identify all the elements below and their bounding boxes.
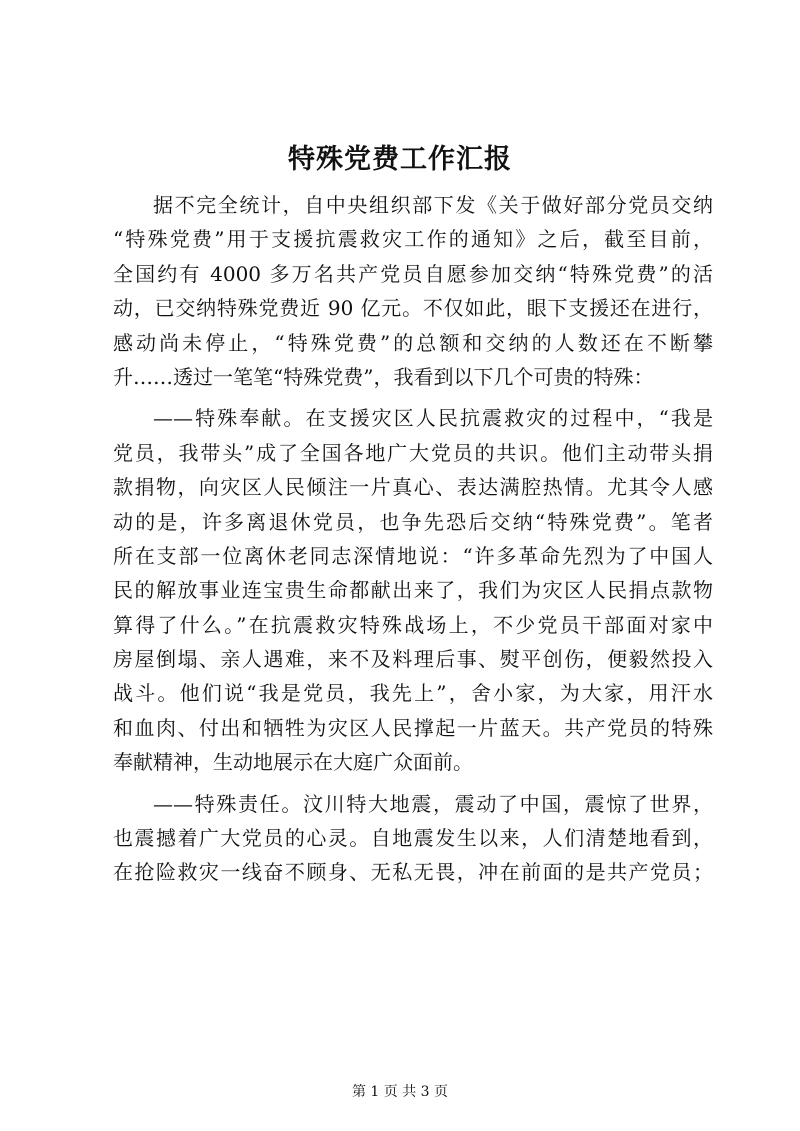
text-line: 动，已交纳特殊党费近 90 亿元。不仅如此，眼下支援还在进行， — [113, 296, 713, 321]
text-line: “特殊党费”用于支援抗震救灾工作的通知》之后，截至目前， — [113, 227, 713, 252]
paragraph-2 — [113, 401, 713, 779]
text-line: 奉献精神，生动地展示在大庭广众面前。 — [113, 750, 473, 775]
paragraph-1 — [113, 188, 713, 394]
text-line: 民的解放事业连宝贵生命都献出来了，我们为灾区人民捐点款物 — [113, 578, 713, 603]
text-line: 据不完全统计，自中央组织部下发《关于做好部分党员交纳 — [153, 193, 713, 217]
text-line: 在抢险救灾一线奋不顾身、无私无畏，冲在前面的是共产党员； — [113, 860, 713, 885]
paragraph-3 — [113, 787, 713, 890]
document-body — [113, 188, 713, 890]
text-line: 战斗。他们说“我是党员，我先上”，舍小家，为大家，用汗水 — [113, 681, 713, 706]
text-line: 房屋倒塌、亲人遇难，来不及料理后事、熨平创伤，便毅然投入 — [113, 647, 713, 672]
text-line: 款捐物，向灾区人民倾注一片真心、表达满腔热情。尤其令人感 — [113, 475, 713, 500]
text-line: 也震撼着广大党员的心灵。自地震发生以来，人们清楚地看到， — [113, 826, 713, 851]
text-line: 党员，我带头”成了全国各地广大党员的共识。他们主动带头捐 — [113, 440, 713, 465]
text-line: ——特殊奉献。在支援灾区人民抗震救灾的过程中，“我是 — [153, 406, 713, 431]
page-footer: 第 1 页 共 3 页 — [351, 1084, 449, 1100]
text-line: ——特殊责任。汶川特大地震，震动了中国，震惊了世界， — [153, 791, 713, 816]
text-line: 所在支部一位离休老同志深情地说：“许多革命先烈为了中国人 — [113, 543, 713, 568]
text-line: 升……透过一笔笔“特殊党费”，我看到以下几个可贵的特殊： — [113, 364, 654, 389]
paragraph-gap — [113, 394, 713, 401]
text-line: 算得了什么。”在抗震救灾特殊战场上，不少党员干部面对家中 — [113, 612, 713, 637]
paragraph-gap — [113, 780, 713, 787]
document-title: 特殊党费工作汇报 — [288, 144, 512, 175]
text-line: 动的是，许多离退休党员，也争先恐后交纳“特殊党费”。笔者 — [113, 509, 713, 534]
text-line: 全国约有 4000 多万名共产党员自愿参加交纳“特殊党费”的活 — [113, 261, 713, 286]
text-line: 和血肉、付出和牺牲为灾区人民撑起一片蓝天。共产党员的特殊 — [113, 715, 713, 740]
text-line: 感动尚未停止，“特殊党费”的总额和交纳的人数还在不断攀 — [113, 330, 713, 355]
